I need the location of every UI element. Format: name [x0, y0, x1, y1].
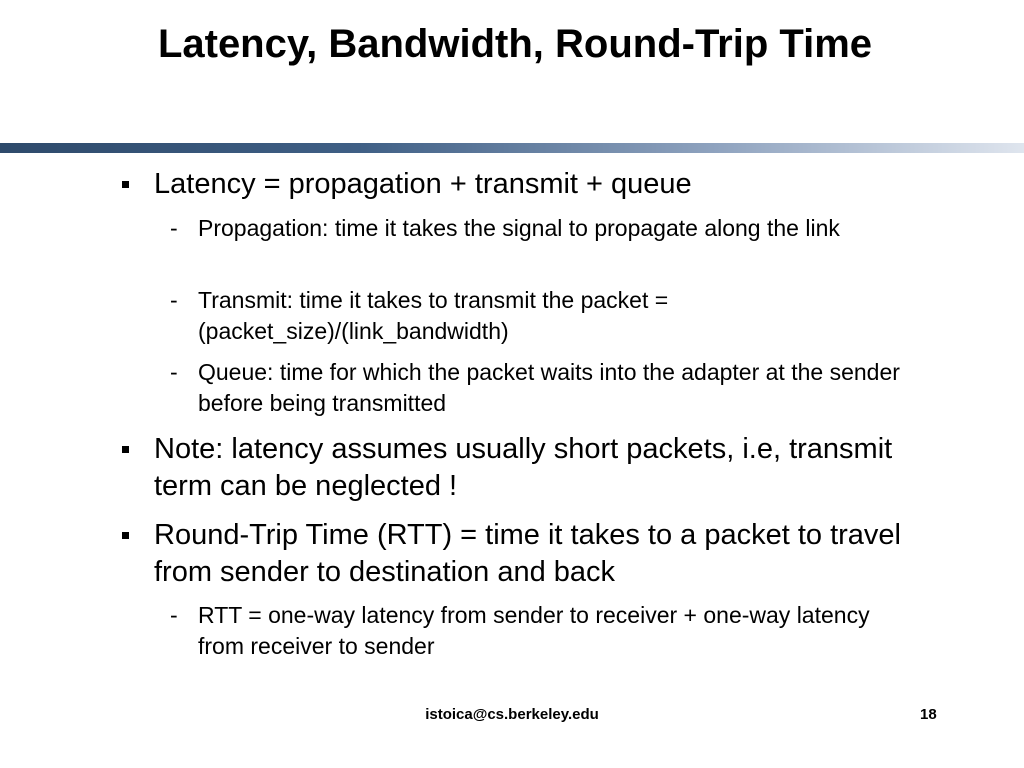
dash-bullet-icon: -: [170, 602, 178, 628]
footer-email: istoica@cs.berkeley.edu: [425, 706, 599, 723]
slide-title: Latency, Bandwidth, Round-Trip Time: [157, 22, 873, 66]
square-bullet-icon: [122, 181, 129, 188]
sub-bullet-text: RTT = one-way latency from sender to receiver + one-way latency from receiver to sender: [198, 602, 870, 659]
square-bullet-icon: [122, 446, 129, 453]
bullet-note: [154, 431, 914, 505]
sub-bullet-propagation: [170, 213, 918, 244]
bullet-rtt: [154, 517, 914, 591]
dash-bullet-icon: -: [170, 215, 178, 241]
square-bullet-icon: [122, 532, 129, 539]
bullet-text: Latency = propagation + transmit + queue: [154, 168, 692, 200]
bullet-text: Round-Trip Time (RTT) = time it takes to a packet to travel from sender to destination and back: [154, 519, 902, 588]
sub-bullet-queue: [170, 357, 918, 419]
sub-bullet-text: Propagation: time it takes the signal to propagate along the link: [198, 215, 840, 241]
bullet-latency: [154, 166, 914, 203]
dash-bullet-icon: -: [170, 359, 178, 385]
page-number: 18: [920, 706, 937, 723]
bullet-text: Note: latency assumes usually short packets, i.e, transmit term can be neglected !: [154, 433, 893, 502]
sub-bullet-text: Transmit: time it takes to transmit the packet = (packet_size)/(link_bandwidth): [198, 287, 669, 344]
dash-bullet-icon: -: [170, 287, 178, 313]
sub-bullet-text: Queue: time for which the packet waits into the adapter at the sender before being transmitted: [198, 359, 900, 416]
sub-bullet-rtt-definition: [170, 600, 918, 662]
sub-bullet-transmit: [170, 285, 918, 347]
title-divider-bar: [0, 143, 1024, 153]
